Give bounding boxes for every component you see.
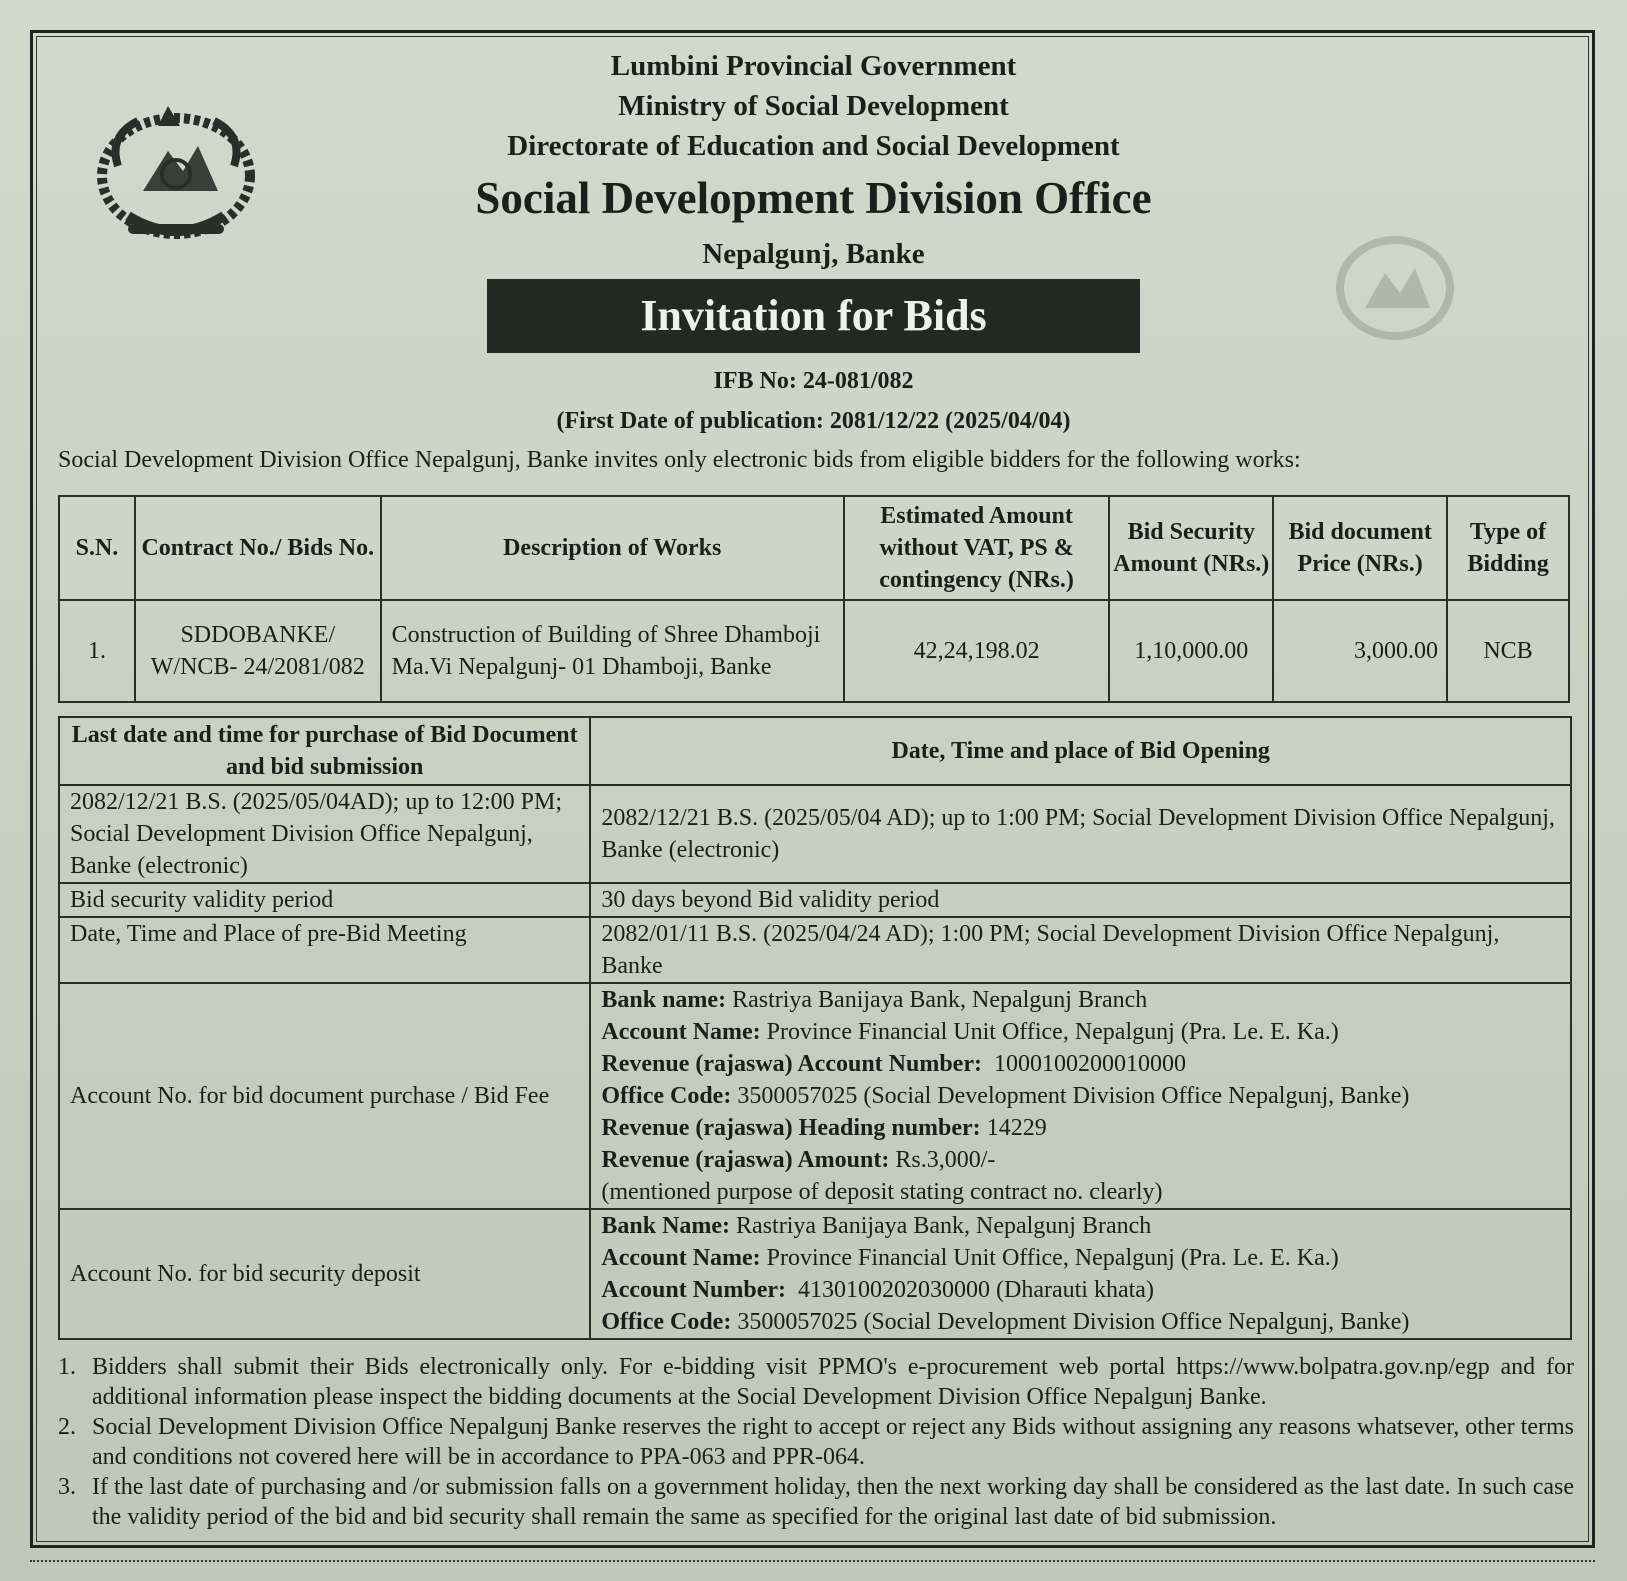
cell-price: 3,000.00 bbox=[1273, 600, 1447, 702]
list-item: 1. Bidders shall submit their Bids electronically only. For e-bidding visit PPMO's e-procurement web portal https://www.bolpatra.gov.np/egp and for additional information please inspect the bidding documents at the Social Development Division Office Nepalgunj Banke. bbox=[58, 1354, 1574, 1410]
table-row bbox=[59, 883, 1571, 917]
col-header-type: Type of Bidding bbox=[1447, 496, 1569, 600]
cell-type: NCB bbox=[1447, 600, 1569, 702]
col-header-estimated: Estimated Amount without VAT, PS & contingency (NRs.) bbox=[844, 496, 1110, 600]
submission-deadline: 2082/12/21 B.S. (2025/05/04AD); up to 12:00 PM; Social Development Division Office Nepalgunj, Banke (electronic) bbox=[59, 785, 590, 883]
details-table bbox=[58, 716, 1572, 1340]
col-header-price: Bid document Price (NRs.) bbox=[1273, 496, 1447, 600]
invitation-banner: Invitation for Bids bbox=[487, 279, 1140, 353]
table-row bbox=[59, 600, 1569, 702]
list-item: 3. If the last date of purchasing and /or submission falls on a government holiday, then the next working day shall be considered as the last date. In such case the validity period of the bid and bid security shall remain the same as specified for the original last date of bid submission. bbox=[58, 1474, 1574, 1530]
works-table-header-row bbox=[59, 496, 1569, 600]
revenue-account-line: Revenue (rajaswa) Account Number: 1000100200010000 bbox=[601, 1051, 1186, 1077]
table-row bbox=[59, 917, 1571, 983]
office-code-line: Office Code: 3500057025 (Social Development Division Office Nepalgunj, Banke) bbox=[601, 1083, 1410, 1109]
note-text: If the last date of purchasing and /or submission falls on a government holiday, then the next working day shall be considered as the last date. In such case the validity period of the bid and bid security shall remain the same as specified for the original last date of bid submission. bbox=[92, 1474, 1574, 1530]
notes-list bbox=[58, 1352, 1574, 1532]
security-account-details bbox=[590, 1209, 1571, 1339]
cell-estimated: 42,24,198.02 bbox=[844, 600, 1110, 702]
deposit-note: (mentioned purpose of deposit stating contract no. clearly) bbox=[601, 1179, 1163, 1205]
heading-number-line: Revenue (rajaswa) Heading number: 14229 bbox=[601, 1115, 1047, 1141]
validity-value: 30 days beyond Bid validity period bbox=[590, 883, 1571, 917]
security-account-label: Account No. for bid security deposit bbox=[59, 1209, 590, 1339]
prebid-label: Date, Time and Place of pre-Bid Meeting bbox=[59, 917, 590, 983]
bid-opening: 2082/12/21 B.S. (2025/05/04 AD); up to 1:00 PM; Social Development Division Office Nepalgunj, Banke (electronic) bbox=[590, 785, 1571, 883]
header-location: Nepalgunj, Banke bbox=[702, 238, 925, 270]
publication-date: (First Date of publication: 2081/12/22 (2025/04/04) bbox=[556, 408, 1071, 434]
cell-security: 1,10,000.00 bbox=[1109, 600, 1273, 702]
bank-name-line: Bank Name: Rastriya Banijaya Bank, Nepalgunj Branch bbox=[601, 1213, 1152, 1239]
col-header-description: Description of Works bbox=[381, 496, 844, 600]
ifb-number: IFB No: 24-081/082 bbox=[713, 368, 914, 394]
header-directorate: Directorate of Education and Social Development bbox=[507, 130, 1120, 162]
cell-contract: SDDOBANKE/ W/NCB- 24/2081/082 bbox=[135, 600, 381, 702]
account-name-line: Account Name: Province Financial Unit Office, Nepalgunj (Pra. Le. E. Ka.) bbox=[601, 1019, 1339, 1045]
header-government: Lumbini Provincial Government bbox=[610, 50, 1017, 82]
notice-header bbox=[0, 46, 1627, 274]
col-header-sn: S.N. bbox=[59, 496, 135, 600]
prebid-value: 2082/01/11 B.S. (2025/04/24 AD); 1:00 PM; Social Development Division Office Nepalgunj, Banke bbox=[590, 917, 1571, 983]
bidfee-account-details bbox=[590, 983, 1571, 1209]
details-header-right: Date, Time and place of Bid Opening bbox=[590, 717, 1571, 785]
account-name-line: Account Name: Province Financial Unit Office, Nepalgunj (Pra. Le. E. Ka.) bbox=[601, 1245, 1339, 1271]
note-text: Social Development Division Office Nepalgunj Banke reserves the right to accept or reject any Bids without assigning any reasons whatsever, other terms and conditions not covered here will be in accordance to PPA-063 and PPR-064. bbox=[92, 1414, 1574, 1470]
details-header-row bbox=[59, 717, 1571, 785]
col-header-contract: Contract No./ Bids No. bbox=[135, 496, 381, 600]
bottom-divider bbox=[30, 1560, 1595, 1562]
details-header-left: Last date and time for purchase of Bid Document and bid submission bbox=[59, 717, 590, 785]
works-table bbox=[58, 495, 1570, 703]
note-text: Bidders shall submit their Bids electronically only. For e-bidding visit PPMO's e-procurement web portal https://www.bolpatra.gov.np/egp and for additional information please inspect the bidding documents at the Social Development Division Office Nepalgunj Banke. bbox=[92, 1354, 1574, 1410]
col-header-security: Bid Security Amount (NRs.) bbox=[1109, 496, 1273, 600]
table-row bbox=[59, 785, 1571, 883]
header-ministry: Ministry of Social Development bbox=[618, 90, 1009, 122]
bidfee-account-label: Account No. for bid document purchase / Bid Fee bbox=[59, 983, 590, 1209]
header-office: Social Development Division Office bbox=[475, 173, 1152, 223]
table-row bbox=[59, 983, 1571, 1209]
validity-label: Bid security validity period bbox=[59, 883, 590, 917]
list-item: 2. Social Development Division Office Nepalgunj Banke reserves the right to accept or reject any Bids without assigning any reasons whatsever, other terms and conditions not covered here will be in accordance to PPA-063 and PPR-064. bbox=[58, 1414, 1574, 1470]
bank-name-line: Bank name: Rastriya Banijaya Bank, Nepalgunj Branch bbox=[601, 987, 1148, 1013]
office-code-line: Office Code: 3500057025 (Social Development Division Office Nepalgunj, Banke) bbox=[601, 1309, 1410, 1335]
intro-text: Social Development Division Office Nepalgunj, Banke invites only electronic bids from eligible bidders for the following works: bbox=[58, 447, 1301, 473]
revenue-amount-line: Revenue (rajaswa) Amount: Rs.3,000/- bbox=[601, 1147, 996, 1173]
cell-sn: 1. bbox=[59, 600, 135, 702]
cell-description: Construction of Building of Shree Dhamboji Ma.Vi Nepalgunj- 01 Dhamboji, Banke bbox=[381, 600, 844, 702]
table-row bbox=[59, 1209, 1571, 1339]
account-number-line: Account Number: 4130100202030000 (Dharauti khata) bbox=[601, 1277, 1154, 1303]
